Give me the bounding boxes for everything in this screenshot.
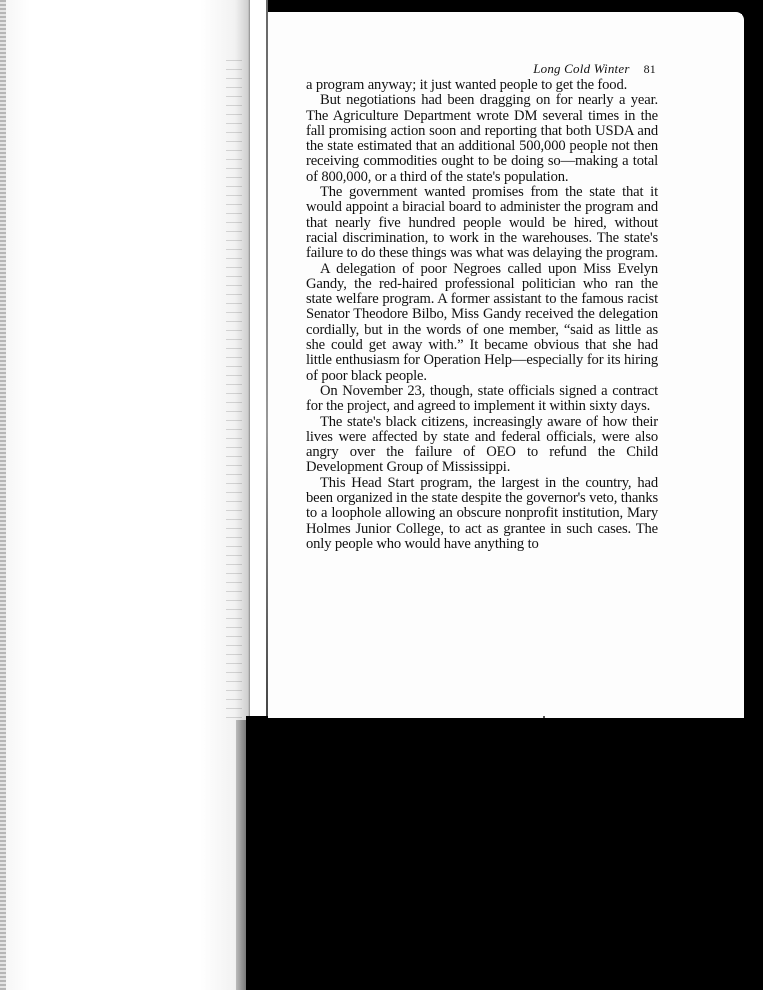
paragraph: The government wanted promises from the state that it would appoint a biracial board to administer the program and that nearly five hundred people would be hired, without racial discrimination, to work in the warehouses. The state's failure to do these things was what was delaying the program. bbox=[306, 184, 658, 262]
gutter-shadow bbox=[226, 60, 242, 720]
paragraph: a program anyway; it just wanted people to get the food. bbox=[306, 77, 628, 93]
running-head bbox=[306, 61, 656, 77]
page-number: 81 bbox=[643, 62, 656, 76]
paragraph: On November 23, though, state officials signed a contract for the project, and agreed to implement it within sixty days. bbox=[306, 382, 658, 415]
paragraph: The state's black citizens, increasingly aware of how their lives were affected by state and federal officials, were also angry over the failure of OEO to refund the Child Development Group of Mississippi. bbox=[306, 413, 658, 476]
paragraph: A delegation of poor Negroes called upon Miss Evelyn Gandy, the red-haired professional politician who ran the state welfare program. A former assistant to the famous racist Senator Theodore Bilbo, Miss Gandy received the delegation cordially, but in the words of one member, “said as little as she could get away with.” It became obvious that she had little enthusiasm for Operation Help—especially for its hiring of poor black people. bbox=[306, 260, 658, 384]
chapter-title: Long Cold Winter bbox=[533, 61, 630, 76]
scanner-background-bottom bbox=[246, 716, 763, 990]
facing-page bbox=[0, 0, 250, 990]
page-edge bbox=[0, 0, 6, 990]
body-text bbox=[306, 78, 658, 552]
paragraph: But negotiations had been dragging on for nearly a year. The Agriculture Department wrote DM several times in the fall promising action soon and reporting that both USDA and the state estimated that an additional 500,000 people not then receiving commodities ought to be doing so—making a total of 800,000, or a third of the state's population. bbox=[306, 92, 658, 185]
scan-speck bbox=[543, 716, 545, 718]
paragraph: This Head Start program, the largest in the country, had been organized in the state despite the governor's veto, thanks to a loophole allowing an obscure nonprofit institution, Mary Holmes Junior College, to act as grantee in such cases. The only people who would have anything to bbox=[306, 474, 658, 552]
